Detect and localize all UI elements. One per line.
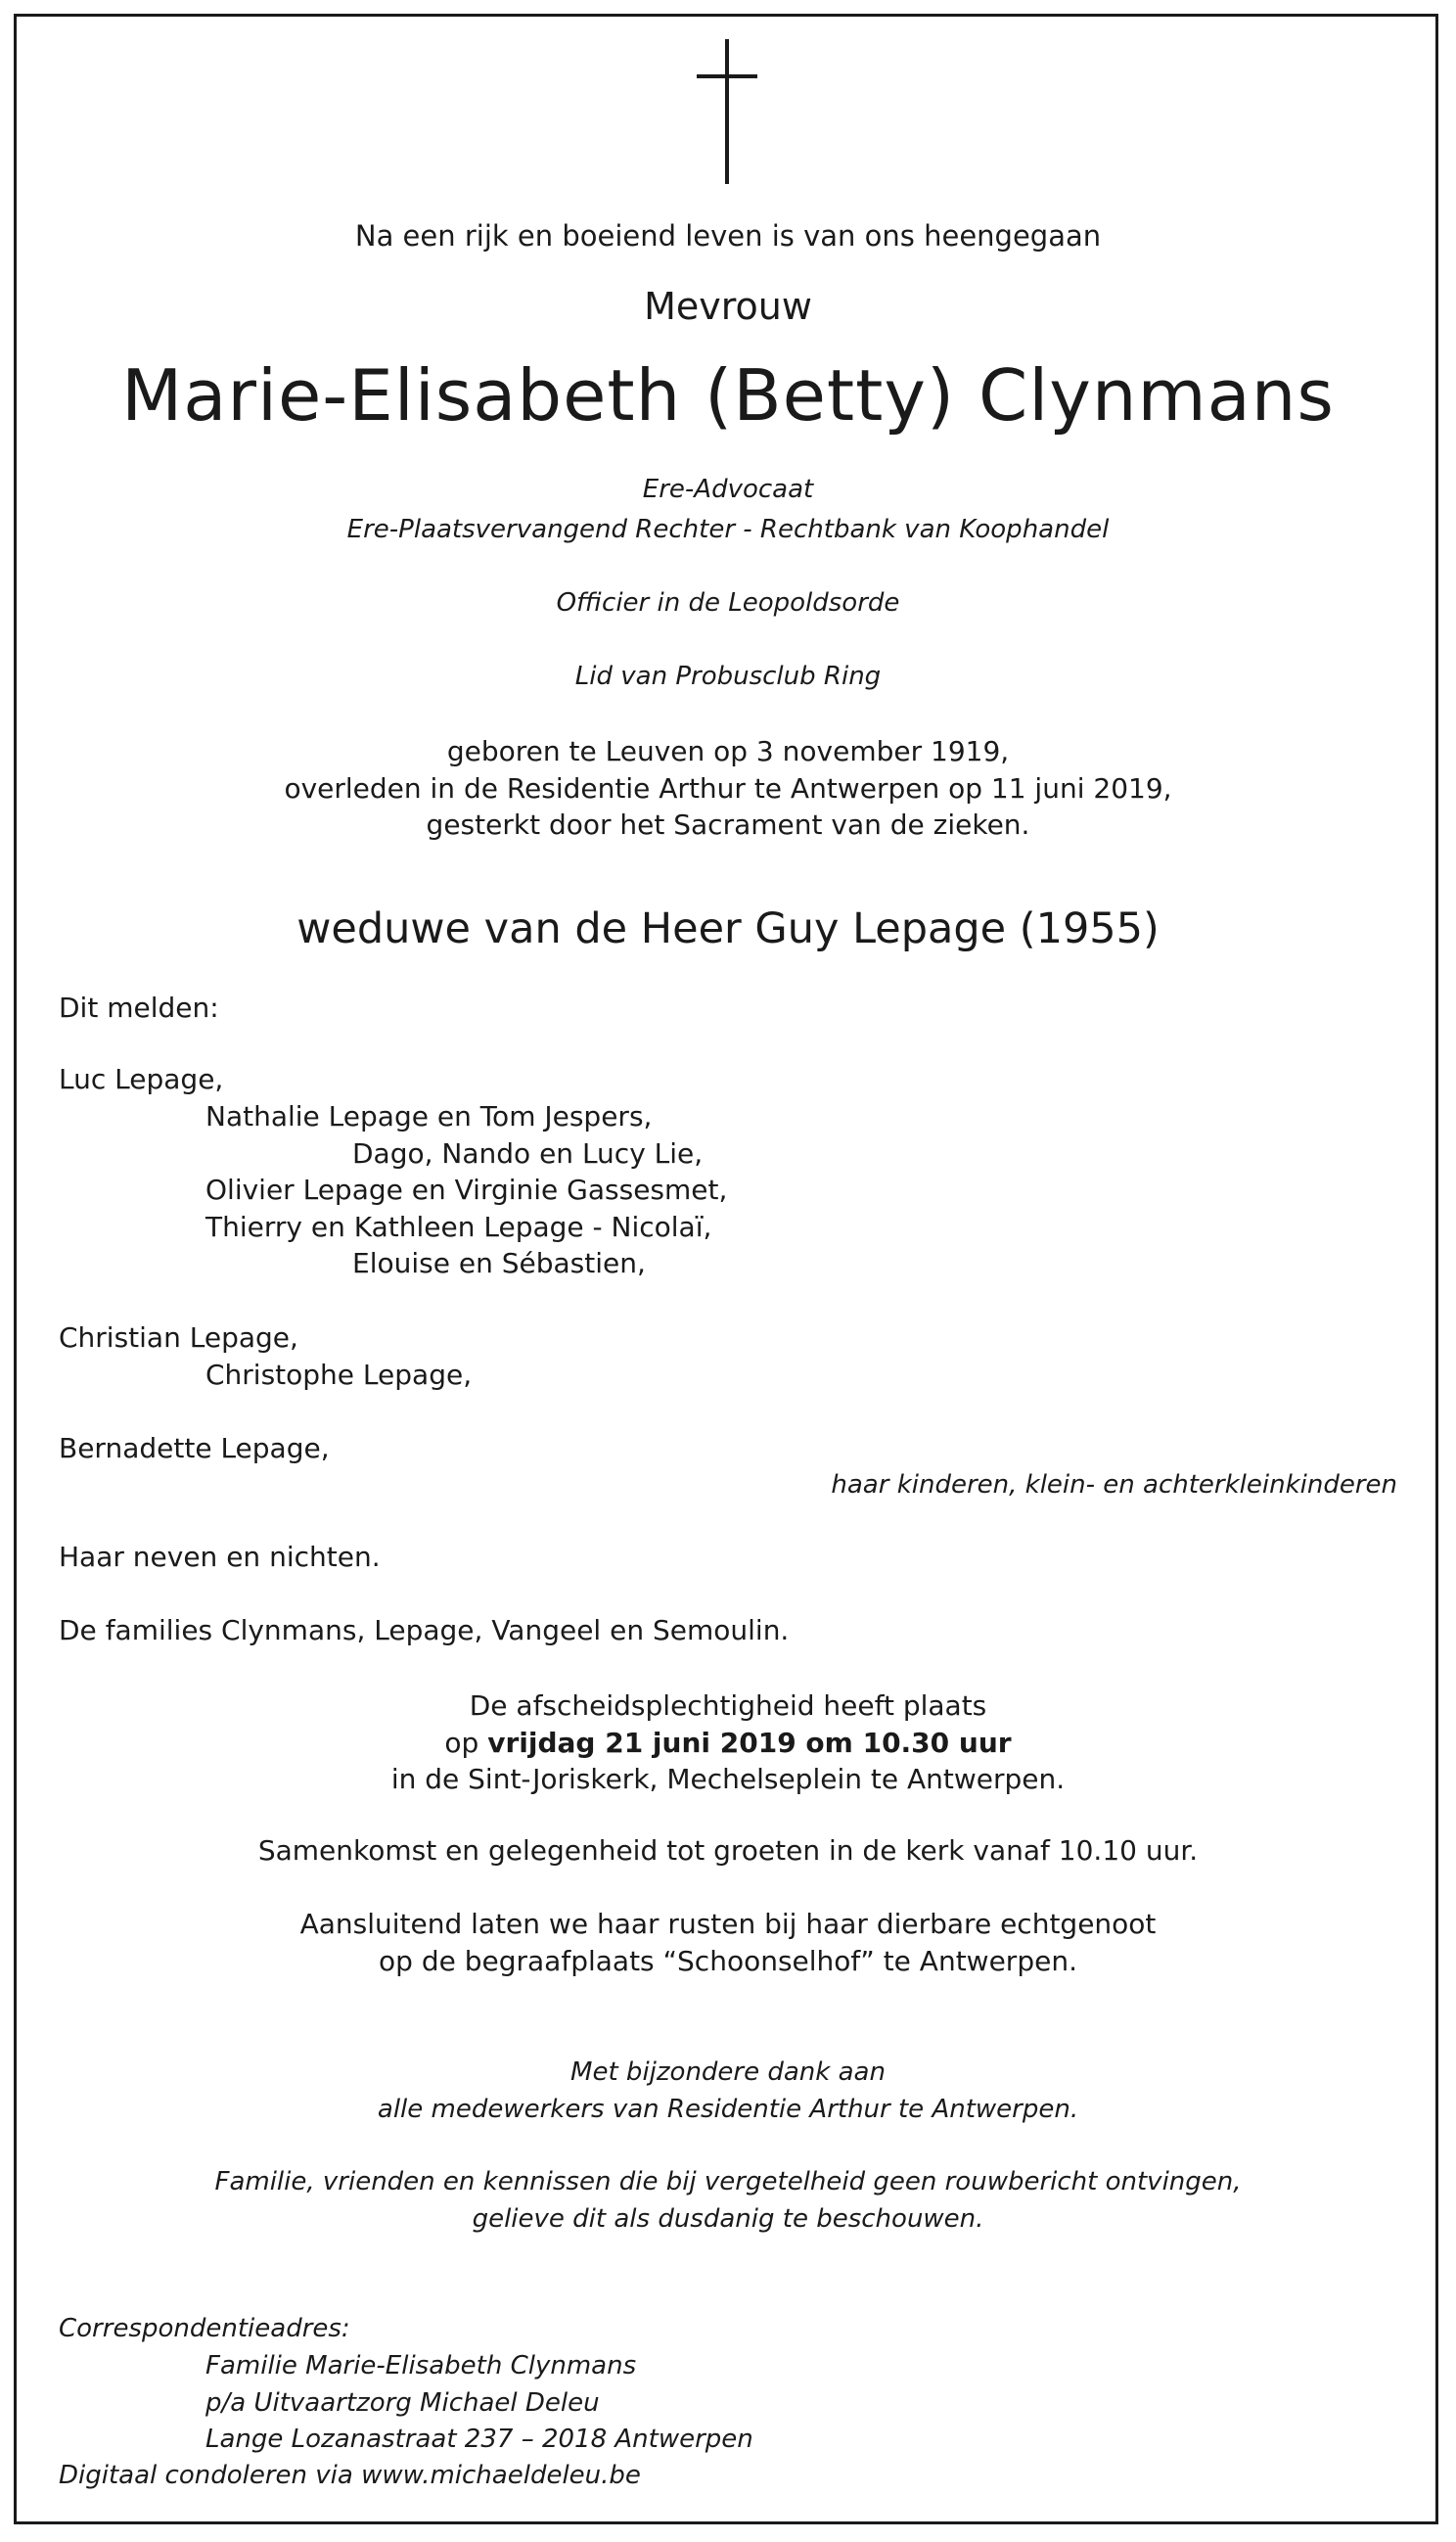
notice-line: Familie, vrienden en kennissen die bij vergetelheid geen rouwbericht ontvingen, <box>214 2167 1242 2196</box>
cross-icon <box>697 39 757 184</box>
family-line: Thierry en Kathleen Lepage - Nicolaï, <box>205 1211 712 1243</box>
family-line: Christophe Lepage, <box>205 1359 473 1391</box>
ceremony-date-line <box>0 1725 1456 1762</box>
widow-line: weduwe van de Heer Guy Lepage (1955) <box>296 904 1160 953</box>
ceremony-location: in de Sint-Joriskerk, Mechelseplein te Antwerpen. <box>390 1763 1066 1795</box>
deceased-name: Marie-Elisabeth (Betty) Clynmans <box>121 354 1335 437</box>
ceremony-line: De afscheidsplechtigheid heeft plaats <box>469 1689 987 1722</box>
honorific: Mevrouw <box>644 285 812 328</box>
intro-text: Na een rijk en boeiend leven is van ons heengegaan <box>354 219 1102 253</box>
title-line: Lid van Probusclub Ring <box>574 662 882 691</box>
thanks-line: Met bijzondere dank aan <box>570 2057 886 2087</box>
thanks-line: alle medewerkers van Residentie Arthur te Antwerpen. <box>377 2095 1079 2124</box>
family-line: Christian Lepage, <box>59 1321 298 1354</box>
family-line: Luc Lepage, <box>59 1063 224 1095</box>
ceremony-date: vrijdag 21 juni 2019 om 10.30 uur <box>487 1727 1012 1759</box>
title-line: Ere-Plaatsvervangend Rechter - Rechtbank van Koophandel <box>346 515 1110 544</box>
relation-line: haar kinderen, klein- en achterkleinkinderen <box>831 1470 1397 1500</box>
family-line: Bernadette Lepage, <box>59 1432 330 1464</box>
cousins-line: Haar neven en nichten. <box>59 1541 381 1573</box>
family-line: Olivier Lepage en Virginie Gassesmet, <box>205 1174 728 1206</box>
condolence-link[interactable]: Digitaal condoleren via www.michaeldeleu.be <box>59 2461 641 2490</box>
sacrament-line: gesterkt door het Sacrament van de zieken. <box>426 809 1030 841</box>
burial-line: op de begraafplaats “Schoonselhof” te Antwerpen. <box>379 1945 1077 1977</box>
ceremony-op: op <box>444 1727 488 1759</box>
burial-line: Aansluitend laten we haar rusten bij haar dierbare echtgenoot <box>299 1908 1157 1940</box>
correspondence-label: Correspondentieadres: <box>59 2314 350 2343</box>
family-line: Nathalie Lepage en Tom Jespers, <box>205 1100 653 1132</box>
correspondence-line: Familie Marie-Elisabeth Clynmans <box>205 2351 637 2380</box>
family-line: Dago, Nando en Lucy Lie, <box>352 1137 704 1170</box>
family-line: Elouise en Sébastien, <box>352 1247 646 1279</box>
title-line: Officier in de Leopoldsorde <box>556 588 900 618</box>
birth-line: geboren te Leuven op 3 november 1919, <box>446 735 1010 767</box>
families-line: De families Clynmans, Lepage, Vangeel en Semoulin. <box>59 1614 790 1646</box>
title-line: Ere-Advocaat <box>642 475 814 504</box>
death-line: overleden in de Residentie Arthur te Antwerpen op 11 juni 2019, <box>284 772 1172 805</box>
gathering-line: Samenkomst en gelegenheid tot groeten in de kerk vanaf 10.10 uur. <box>257 1834 1199 1867</box>
notice-line: gelieve dit als dusdanig te beschouwen. <box>472 2204 984 2234</box>
announce-label: Dit melden: <box>59 992 219 1024</box>
correspondence-line: p/a Uitvaartzorg Michael Deleu <box>205 2388 600 2418</box>
correspondence-line: Lange Lozanastraat 237 – 2018 Antwerpen <box>205 2425 753 2454</box>
